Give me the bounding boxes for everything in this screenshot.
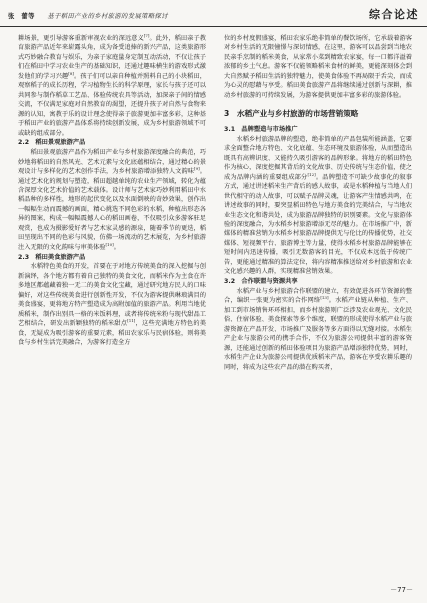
citation-ref: [9] bbox=[194, 166, 200, 172]
citation-ref: [11] bbox=[127, 318, 136, 324]
page-header bbox=[0, 0, 427, 27]
subsection-heading: 3.1 品牌塑造与市场推广 bbox=[224, 126, 298, 134]
body-paragraph: 水稻产业与乡村旅游合作联盟的建立，有效促进各环节资源的整合，编织一张更为密实的合作网络[13]。水稻产业链从种植、生产、加工到市场销售环环相扣，而乡村旅游则广泛涉及农业观光、文化民俗、住宿体验、美食探索等多个维度，联盟的形成使得水稻产业与旅游资源在产品开发、市场推广及服务等多方面得以无缝对接。水稻生产企业与旅游公司的携手合作，不仅为旅游公司提供丰富的游客资源，还能通过创新的稻田体验项目为旅游产品增添独特优势，同时，水稻生产企业为旅游公司提供优质稻米产品，游客在享受农耕乐趣的同时，将成为这些农产品的潜在购买者， bbox=[224, 287, 413, 371]
right-column bbox=[224, 34, 412, 372]
subsection-heading: 2.3 稻田美食旅游产品 bbox=[18, 253, 86, 261]
body-paragraph: 水稻乡村旅游品牌的塑造，绝非简单的产品包装所能涵盖，它要求全面整合地方特色、文化底蕴、生态环境及旅游体验，从而塑造出既具有高辨识度、又能持久吸引游客的品牌形象。将地方的稻田特色作为核心，深度挖掘其背后的文化故事、历史传统与生态价值，使之成为品牌内涵的重要组成部分[12]。品牌塑造不可缺少故事化的叙事方式，通过讲述稻米生产背后的感人故事，或是水稻种植与当地人们世代相守的动人故事，可以赋予品牌灵魂，让游客产生情感共鸣，在讲述故事的同时，要突显稻田特色与地方美食的完美结合，与当地农业生态文化和谐共处，成为旅游品牌独特的识别要素。文化与旅游体验的深度融合，为水稻乡村旅游增添无尽的魅力。在市场推广中，新媒体的精准营销为水稻乡村旅游品牌提供无与伦比的传播优势，社交媒体、短视频平台、旅游博主等力量，使得水稻乡村旅游品牌能够在短时间内迅速传播，吸引无数游客的目光，不仅成本远低于传统广告，更能通过精准的算法定位，将内容精准推送给对乡村旅游和农业文化感兴趣的人群，实现精准营销效果。 bbox=[224, 135, 412, 276]
section-heading: 3 水稻产业与乡村旅游的市场营销策略 bbox=[224, 109, 359, 119]
citation-ref: [10] bbox=[105, 241, 114, 247]
page-number: －77－ bbox=[390, 586, 413, 594]
running-head-title: 基于稻田产业的乡村旅游的发展策略探讨 bbox=[47, 13, 168, 20]
subsection-heading: 2.2 稻田景观旅游产品 bbox=[18, 139, 86, 147]
body-paragraph: 位的乡村度假盛宴，稻田农家乐绝非简单的餐饮场所，它承载着游客对乡村生活的无限憧憬与深切情感，在这里，游客可以品尝到当地农民亲手烹制的稻米美食，从家常小菜到精致农家宴，每一口都洋溢着浓郁的乡土气息。游客不仅能领略稻米食材的鲜美，更能深刻体会到大自然赋予稻田生活的独特魅力，使美食体验不再局限于舌尖，而成为心灵的慰藉与享受。稻田美食旅游产品将继续通过创新与深耕，推动乡村旅游的可持续发展，为游客提供更加丰富多彩的旅游体验。 bbox=[224, 35, 412, 99]
subsection-heading: 3.2 合作联盟与资源共享 bbox=[224, 278, 298, 286]
citation-ref: [12] bbox=[307, 171, 316, 177]
citation-ref: [13] bbox=[320, 295, 329, 301]
running-head bbox=[8, 11, 168, 20]
citation-ref: [7] bbox=[143, 32, 150, 38]
body-paragraph: 耕场景，更引导游客重新审视农业的深远意义[7]。此外，稻田亲子教育旅游产品近年来崭露头角，成为备受追捧的新兴产品，这类旅游形式巧妙融合教育与娱乐，为亲子家庭量身定制互动活动，不仅让孩子们在稻田中学习农业生产的基础知识，还通过趣味横生的游戏形式激发他们的学习兴趣[8]。孩子们可以亲自种植并照料自己的小块稻田，观察稻子的成长历程，学习植物生长的科学原理，家长与孩子还可以共同参与制作稻草工艺品、体验传统农具等活动，加深亲子间的情感交流，不仅满足家庭对自然教育的渴望，还提升孩子对自然与食物来源的认知，寓教于乐的设计理念使得亲子旅游更加丰富多彩，这种基于稻田产业的旅游产品体系将持续创新发展，成为乡村旅游领域不可或缺的组成部分。 bbox=[18, 32, 207, 137]
section-label: 综合论述 bbox=[369, 8, 419, 21]
body-paragraph: 水稻特色美食的开发，首要在于对地方传统美食的深入挖掘与创新演绎，各个地方都有着自己独特的美食文化，而稻米作为主食在许多地区都蕴藏着独一无二的美食文化宝藏，通过研究地方民人的口味偏好，对这些传统美食进行创新性开发，不仅为游客提供琳琅满目的美食盛宴，更将地方特产塑造成为高附加值的旅游产品。利用当地优质稻米，制作出别具一格的米饭料理，或者将传统米粉与现代甜品工艺相结合，研发出新颖独特的稻米甜点[11]，这些充满地方特色的美食，无疑成为吸引游客的重要元素，稻田农家乐与民宿体验，则将美食与乡村生活完美融合，为游客打造全方 bbox=[18, 263, 207, 346]
citation-ref: [8] bbox=[68, 70, 74, 76]
running-head-author: 张 蕾等 bbox=[8, 13, 35, 20]
left-column bbox=[18, 34, 206, 347]
body-paragraph: 稻田景观旅游产品作为稻田产业与乡村旅游深度融合的典范，巧妙地将稻田的自然风光、艺术元素与文化底蕴相结合，通过精心的景观设计与多样化的艺术创作手法，为乡村旅游增添独特人文韵味[9]。通过艺术化的规划与塑造，稻田超越单纯的农业生产领域，转化为蕴含深厚文化艺术价值的艺术载体。设计师与艺术家巧妙利用稻田中水稻品种的多样性，地形的起伏变化以及水面倒映的奇妙效果，创作出一幅幅生动而震撼的画面，精心挑选不同色彩的水稻，种植出形态各异的图案，构成一幅幅震撼人心的稻田画卷，不仅吸引众多游客驻足观赏，也成为摄影爱好者与艺术家灵感的源泉，随着季节的更迭，稻田呈现出不同的色彩与风貌，仿佛一场流动的艺术展览，为乡村旅游注入无限的文化韵味与审美体验[10]。 bbox=[18, 149, 207, 251]
